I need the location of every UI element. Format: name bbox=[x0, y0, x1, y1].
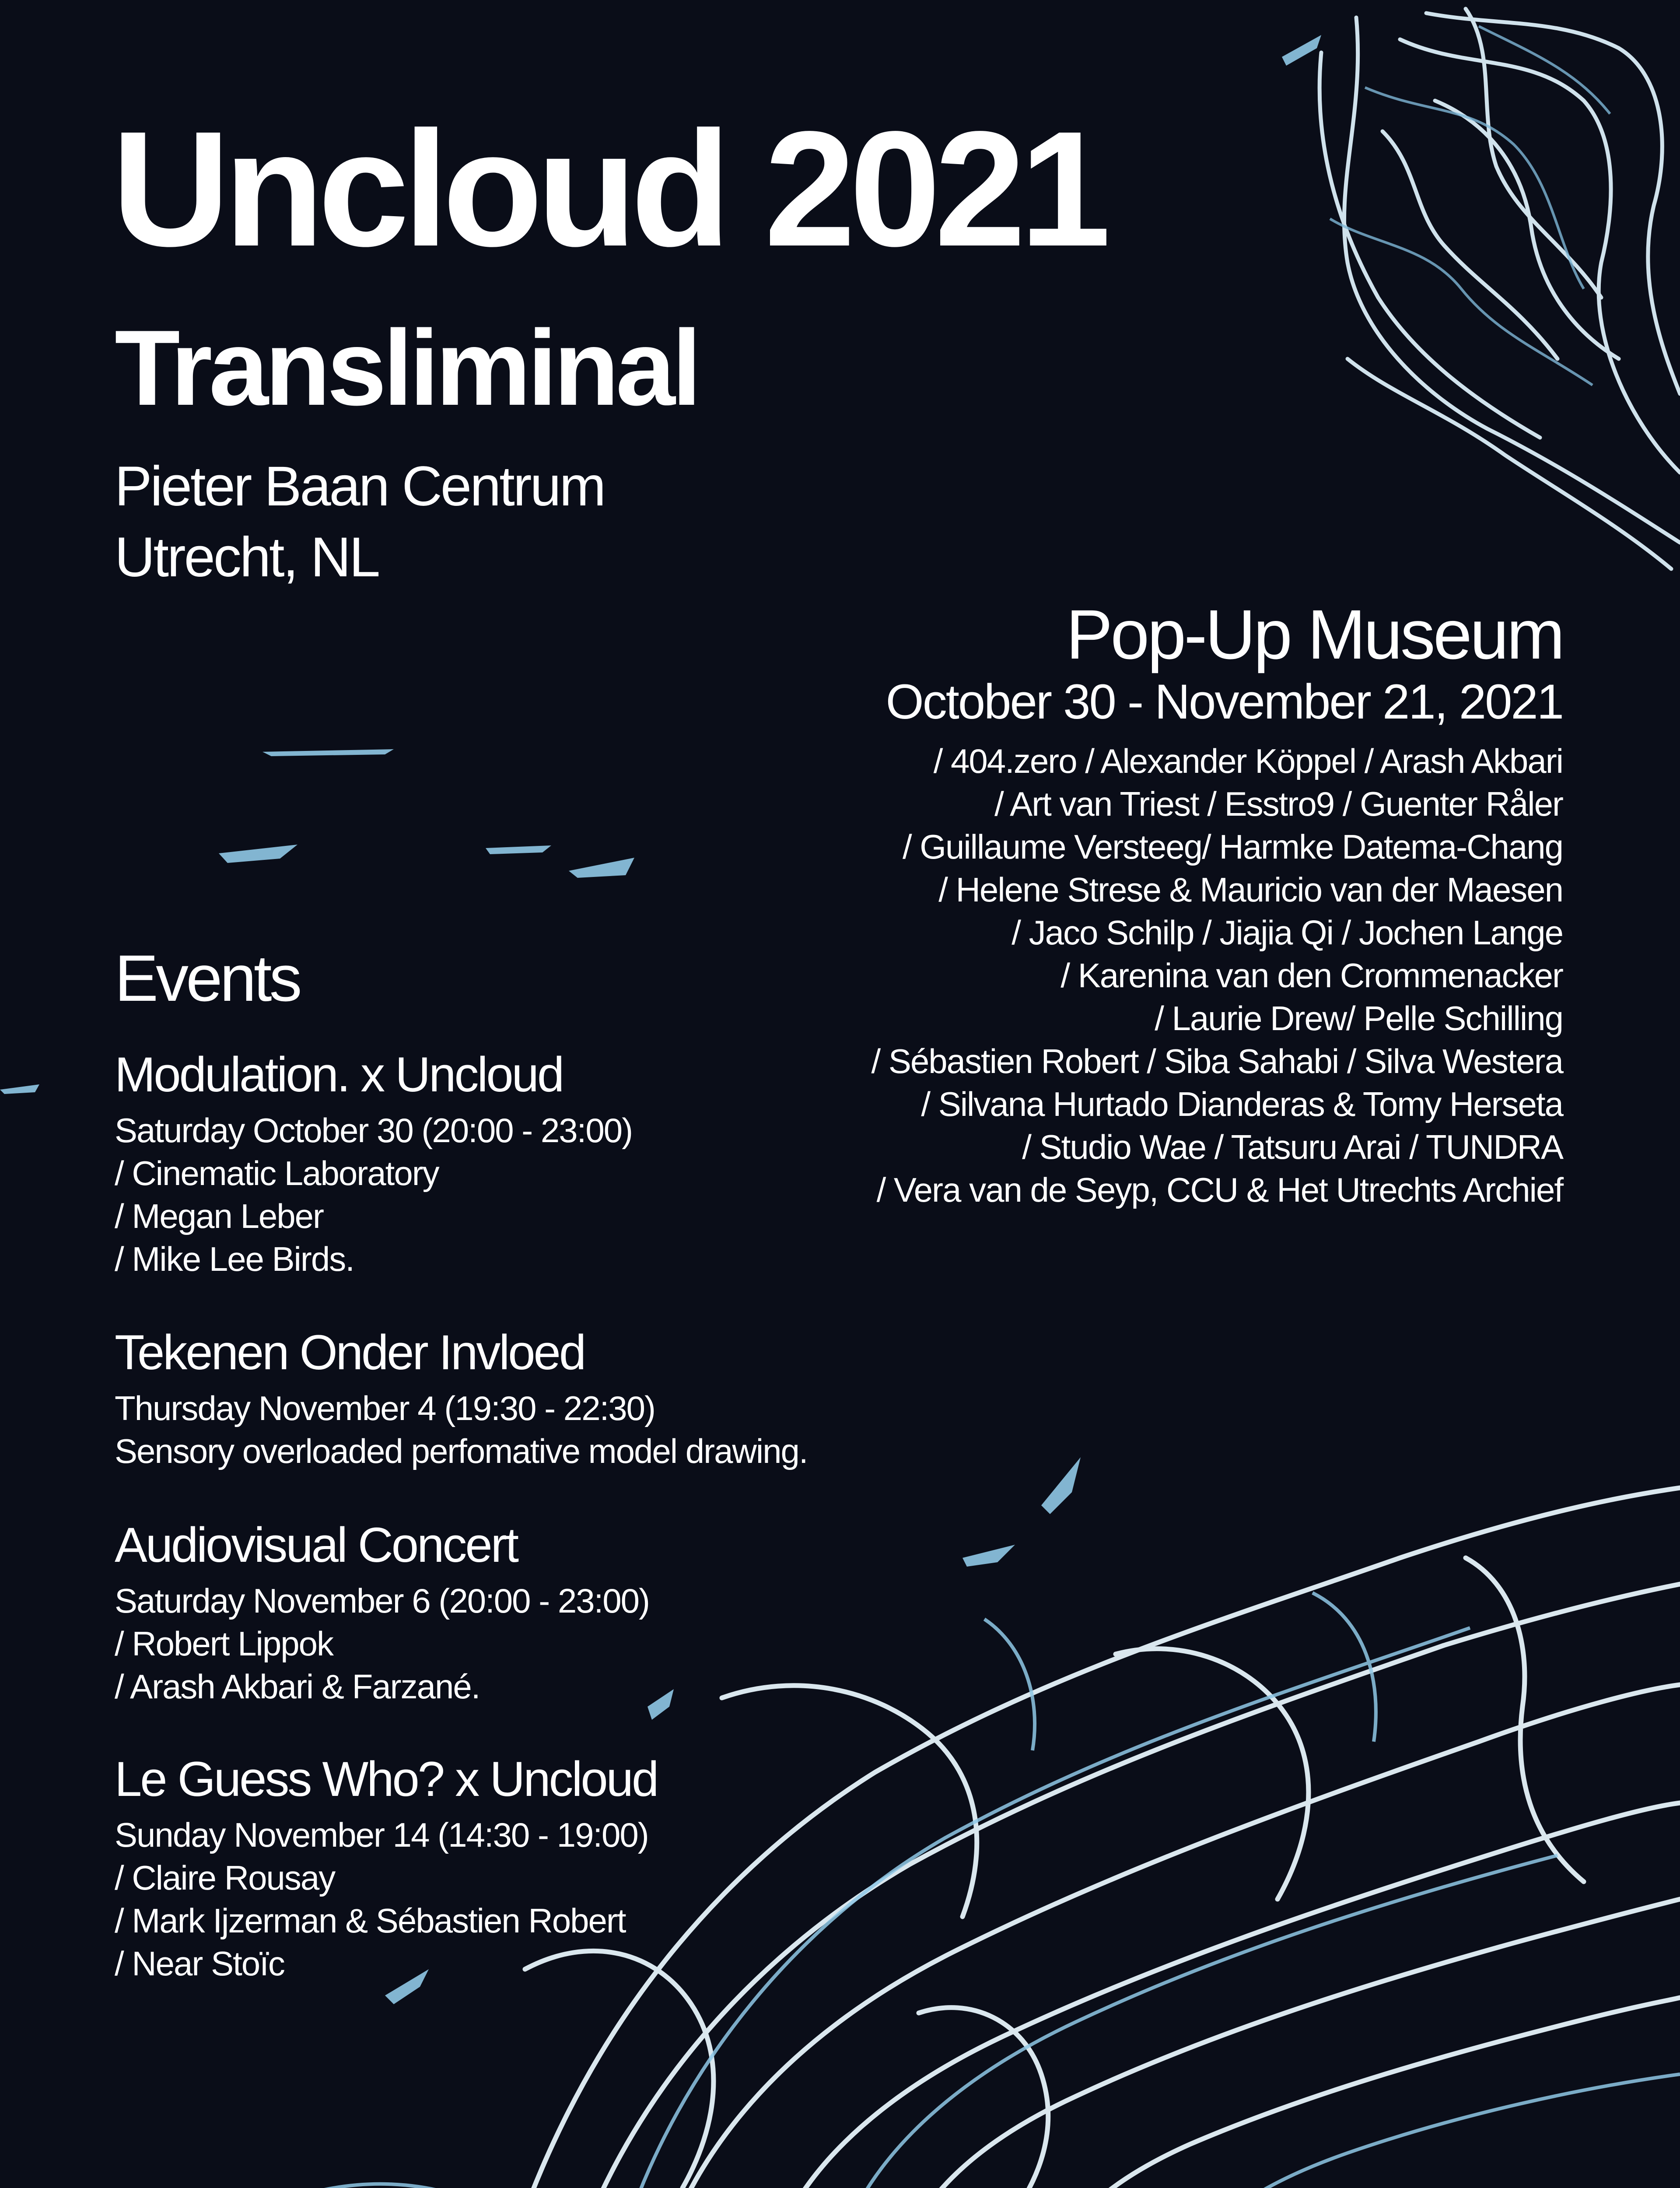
event-date: Saturday November 6 (20:00 - 23:00) bbox=[115, 1581, 650, 1620]
artist-line: / Vera van de Seyp, CCU & Het Utrechts Archief bbox=[876, 1171, 1563, 1209]
event-le-guess-who bbox=[115, 1752, 658, 1985]
artist-list bbox=[872, 740, 1563, 1211]
event-performer: / Mark Ijzerman & Sébastien Robert bbox=[115, 1901, 626, 1940]
museum-dates: October 30 - November 21, 2021 bbox=[886, 674, 1563, 729]
event-date: Thursday November 4 (19:30 - 22:30) bbox=[115, 1389, 655, 1427]
events-heading: Events bbox=[115, 941, 300, 1015]
event-performer: / Arash Akbari & Farzané. bbox=[115, 1667, 480, 1706]
artist-line: / Studio Wae / Tatsuru Arai / TUNDRA bbox=[1022, 1128, 1563, 1166]
event-date: Sunday November 14 (14:30 - 19:00) bbox=[115, 1816, 648, 1854]
event-modulation bbox=[115, 1047, 633, 1280]
artist-line: / Jaco Schilp / Jiajia Qi / Jochen Lange bbox=[1012, 913, 1563, 952]
artist-line: / Art van Triest / Esstro9 / Guenter Råler bbox=[994, 785, 1563, 823]
event-performer: / Megan Leber bbox=[115, 1197, 324, 1235]
event-performer: / Robert Lippok bbox=[115, 1624, 333, 1663]
venue-name: Pieter Baan Centrum bbox=[115, 455, 605, 518]
artist-line: / Guillaume Versteeg/ Harmke Datema-Chang bbox=[902, 828, 1563, 866]
event-title: Audiovisual Concert bbox=[115, 1518, 518, 1572]
venue-city: Utrecht, NL bbox=[115, 526, 379, 589]
artist-line: / 404.zero / Alexander Köppel / Arash Akbari bbox=[933, 742, 1563, 780]
event-tekenen bbox=[115, 1325, 808, 1473]
artist-line: / Sébastien Robert / Siba Sahabi / Silva Westera bbox=[871, 1042, 1563, 1080]
artist-line: / Helene Strese & Mauricio van der Maesen bbox=[938, 870, 1563, 909]
event-title: Le Guess Who? x Uncloud bbox=[115, 1752, 658, 1806]
event-performer: / Cinematic Laboratory bbox=[115, 1154, 439, 1192]
event-date: Saturday October 30 (20:00 - 23:00) bbox=[115, 1111, 633, 1150]
event-title: Tekenen Onder Invloed bbox=[115, 1325, 585, 1380]
event-performer: / Near Stoïc bbox=[115, 1944, 284, 1983]
event-performer: / Mike Lee Birds. bbox=[115, 1240, 354, 1278]
artist-line: / Silvana Hurtado Dianderas & Tomy Herseta bbox=[921, 1085, 1563, 1123]
event-title: Modulation. x Uncloud bbox=[115, 1047, 563, 1102]
artist-line: / Laurie Drew/ Pelle Schilling bbox=[1155, 999, 1563, 1038]
event-performer: / Claire Rousay bbox=[115, 1858, 335, 1897]
event-description: Sensory overloaded perfomative model drawing. bbox=[115, 1432, 808, 1470]
artist-line: / Karenina van den Crommenacker bbox=[1060, 956, 1563, 995]
festival-title: Uncloud 2021 bbox=[112, 98, 1105, 281]
festival-subtitle: Transliminal bbox=[115, 308, 698, 428]
museum-title: Pop-Up Museum bbox=[1066, 595, 1563, 673]
event-audiovisual bbox=[115, 1518, 650, 1708]
